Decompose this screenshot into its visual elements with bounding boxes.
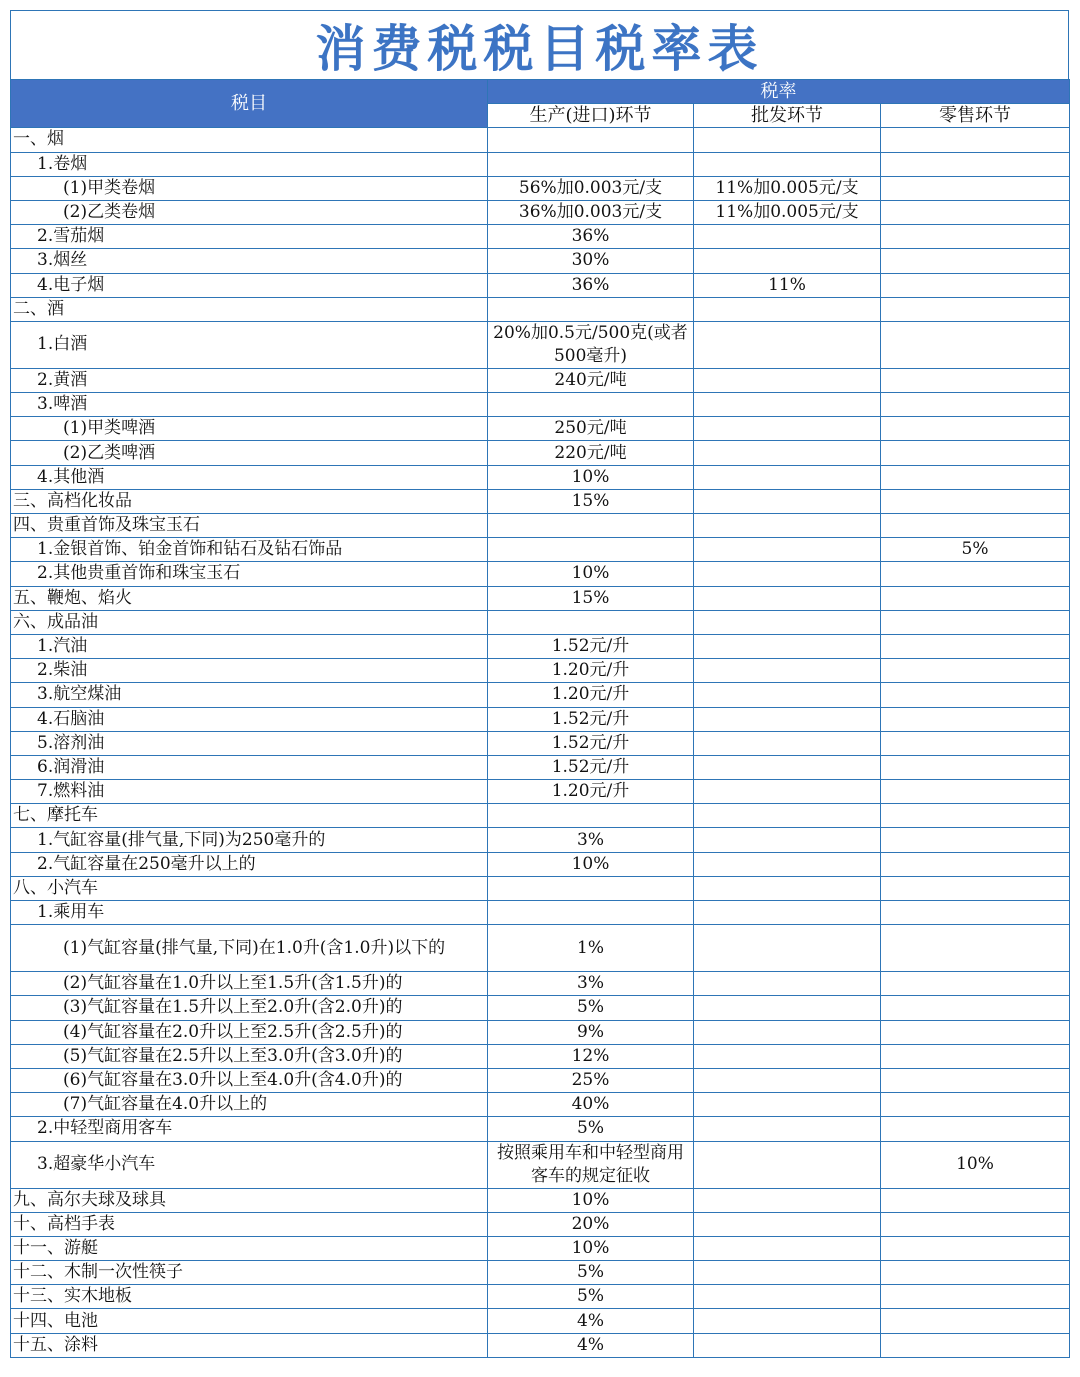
wholesale-rate-cell — [694, 972, 881, 996]
production-rate-cell — [488, 901, 694, 925]
table-row — [11, 1093, 1070, 1117]
wholesale-rate-cell — [694, 876, 881, 900]
table-row — [11, 1309, 1070, 1333]
header-rate: 税率 — [488, 80, 1070, 104]
tax-item-cell: 3.烟丝 — [11, 249, 488, 273]
tax-item-cell: 七、摩托车 — [11, 804, 488, 828]
retail-rate-cell — [881, 393, 1070, 417]
wholesale-rate-cell — [694, 1117, 881, 1141]
table-row — [11, 514, 1070, 538]
retail-rate-cell — [881, 780, 1070, 804]
retail-rate-cell — [881, 1333, 1070, 1357]
production-rate-cell: 3% — [488, 828, 694, 852]
wholesale-rate-cell — [694, 489, 881, 513]
tax-item-cell: (4)气缸容量在2.0升以上至2.5升(含2.5升)的 — [11, 1020, 488, 1044]
retail-rate-cell — [881, 586, 1070, 610]
production-rate-cell — [488, 128, 694, 152]
wholesale-rate-cell — [694, 1333, 881, 1357]
tax-item-cell: 2.其他贵重首饰和珠宝玉石 — [11, 562, 488, 586]
retail-rate-cell — [881, 417, 1070, 441]
retail-rate-cell — [881, 610, 1070, 634]
production-rate-cell: 3% — [488, 972, 694, 996]
tax-item-cell: (2)乙类卷烟 — [11, 200, 488, 224]
retail-rate-cell — [881, 804, 1070, 828]
production-rate-cell: 36% — [488, 225, 694, 249]
retail-rate-cell — [881, 225, 1070, 249]
table-row — [11, 1044, 1070, 1068]
table-row — [11, 996, 1070, 1020]
production-rate-cell: 1.52元/升 — [488, 707, 694, 731]
production-rate-cell: 15% — [488, 489, 694, 513]
wholesale-rate-cell — [694, 465, 881, 489]
wholesale-rate-cell — [694, 441, 881, 465]
tax-item-cell: 十四、电池 — [11, 1309, 488, 1333]
tax-item-cell: 4.石脑油 — [11, 707, 488, 731]
production-rate-cell: 10% — [488, 465, 694, 489]
table-row — [11, 441, 1070, 465]
tax-item-cell: 3.超豪华小汽车 — [11, 1141, 488, 1188]
retail-rate-cell — [881, 852, 1070, 876]
retail-rate-cell — [881, 1093, 1070, 1117]
production-rate-cell: 10% — [488, 562, 694, 586]
production-rate-cell: 5% — [488, 1117, 694, 1141]
wholesale-rate-cell — [694, 1093, 881, 1117]
tax-item-cell: 十、高档手表 — [11, 1212, 488, 1236]
retail-rate-cell — [881, 1285, 1070, 1309]
retail-rate-cell — [881, 441, 1070, 465]
retail-rate-cell — [881, 176, 1070, 200]
table-row — [11, 852, 1070, 876]
table-row — [11, 876, 1070, 900]
retail-rate-cell — [881, 1261, 1070, 1285]
tax-item-cell: 五、鞭炮、焰火 — [11, 586, 488, 610]
wholesale-rate-cell — [694, 828, 881, 852]
tax-item-cell: 4.电子烟 — [11, 273, 488, 297]
production-rate-cell — [488, 610, 694, 634]
tax-item-cell: 十一、游艇 — [11, 1236, 488, 1260]
table-row — [11, 1117, 1070, 1141]
table-row — [11, 780, 1070, 804]
tax-item-cell: 1.金银首饰、铂金首饰和钻石及钻石饰品 — [11, 538, 488, 562]
production-rate-cell: 1% — [488, 925, 694, 972]
production-rate-cell: 10% — [488, 852, 694, 876]
tax-item-cell: 十二、木制一次性筷子 — [11, 1261, 488, 1285]
retail-rate-cell — [881, 659, 1070, 683]
tax-item-cell: 2.气缸容量在250毫升以上的 — [11, 852, 488, 876]
wholesale-rate-cell — [694, 925, 881, 972]
tax-item-cell: 六、成品油 — [11, 610, 488, 634]
table-row — [11, 562, 1070, 586]
retail-rate-cell — [881, 996, 1070, 1020]
tax-rate-sheet — [10, 10, 1069, 1358]
tax-item-cell: (5)气缸容量在2.5升以上至3.0升(含3.0升)的 — [11, 1044, 488, 1068]
retail-rate-cell — [881, 562, 1070, 586]
retail-rate-cell — [881, 1020, 1070, 1044]
table-row — [11, 1333, 1070, 1357]
retail-rate-cell — [881, 1188, 1070, 1212]
table-row — [11, 225, 1070, 249]
table-row — [11, 586, 1070, 610]
table-row — [11, 152, 1070, 176]
retail-rate-cell — [881, 901, 1070, 925]
retail-rate-cell — [881, 972, 1070, 996]
table-row — [11, 176, 1070, 200]
production-rate-cell: 9% — [488, 1020, 694, 1044]
wholesale-rate-cell — [694, 128, 881, 152]
production-rate-cell — [488, 152, 694, 176]
header-production: 生产(进口)环节 — [488, 104, 694, 128]
wholesale-rate-cell — [694, 996, 881, 1020]
production-rate-cell: 1.52元/升 — [488, 731, 694, 755]
tax-item-cell: (1)气缸容量(排气量,下同)在1.0升(含1.0升)以下的 — [11, 925, 488, 972]
table-row — [11, 1261, 1070, 1285]
table-row — [11, 804, 1070, 828]
header-retail: 零售环节 — [881, 104, 1070, 128]
retail-rate-cell — [881, 707, 1070, 731]
wholesale-rate-cell — [694, 417, 881, 441]
table-row — [11, 393, 1070, 417]
wholesale-rate-cell — [694, 225, 881, 249]
table-row — [11, 489, 1070, 513]
wholesale-rate-cell — [694, 901, 881, 925]
wholesale-rate-cell — [694, 1068, 881, 1092]
wholesale-rate-cell — [694, 1261, 881, 1285]
tax-item-cell: 十五、涂料 — [11, 1333, 488, 1357]
production-rate-cell: 20% — [488, 1212, 694, 1236]
tax-item-cell: (6)气缸容量在3.0升以上至4.0升(含4.0升)的 — [11, 1068, 488, 1092]
wholesale-rate-cell — [694, 707, 881, 731]
production-rate-cell: 56%加0.003元/支 — [488, 176, 694, 200]
tax-item-cell: (2)气缸容量在1.0升以上至1.5升(含1.5升)的 — [11, 972, 488, 996]
production-rate-cell — [488, 876, 694, 900]
retail-rate-cell — [881, 683, 1070, 707]
wholesale-rate-cell: 11%加0.005元/支 — [694, 176, 881, 200]
table-row — [11, 659, 1070, 683]
retail-rate-cell — [881, 489, 1070, 513]
wholesale-rate-cell — [694, 1188, 881, 1212]
production-rate-cell: 240元/吨 — [488, 368, 694, 392]
production-rate-cell: 40% — [488, 1093, 694, 1117]
wholesale-rate-cell — [694, 297, 881, 321]
tax-item-cell: (1)甲类啤酒 — [11, 417, 488, 441]
tax-item-cell: 三、高档化妆品 — [11, 489, 488, 513]
wholesale-rate-cell — [694, 634, 881, 658]
table-row — [11, 1212, 1070, 1236]
production-rate-cell: 1.52元/升 — [488, 634, 694, 658]
retail-rate-cell — [881, 1117, 1070, 1141]
retail-rate-cell — [881, 200, 1070, 224]
retail-rate-cell — [881, 755, 1070, 779]
header-item: 税目 — [11, 80, 488, 128]
table-row — [11, 972, 1070, 996]
retail-rate-cell — [881, 249, 1070, 273]
retail-rate-cell — [881, 1044, 1070, 1068]
wholesale-rate-cell — [694, 586, 881, 610]
retail-rate-cell — [881, 128, 1070, 152]
table-row — [11, 417, 1070, 441]
wholesale-rate-cell — [694, 1020, 881, 1044]
tax-item-cell: 2.雪茄烟 — [11, 225, 488, 249]
table-row — [11, 297, 1070, 321]
tax-item-cell: 二、酒 — [11, 297, 488, 321]
wholesale-rate-cell — [694, 804, 881, 828]
wholesale-rate-cell — [694, 1309, 881, 1333]
table-row — [11, 538, 1070, 562]
retail-rate-cell — [881, 465, 1070, 489]
tax-item-cell: (1)甲类卷烟 — [11, 176, 488, 200]
production-rate-cell: 36% — [488, 273, 694, 297]
table-row — [11, 828, 1070, 852]
retail-rate-cell — [881, 634, 1070, 658]
tax-item-cell: 3.航空煤油 — [11, 683, 488, 707]
table-row — [11, 368, 1070, 392]
tax-item-cell: (2)乙类啤酒 — [11, 441, 488, 465]
tax-item-cell: 八、小汽车 — [11, 876, 488, 900]
production-rate-cell: 10% — [488, 1236, 694, 1260]
wholesale-rate-cell — [694, 152, 881, 176]
production-rate-cell: 5% — [488, 996, 694, 1020]
wholesale-rate-cell — [694, 368, 881, 392]
wholesale-rate-cell — [694, 1285, 881, 1309]
tax-item-cell: 2.柴油 — [11, 659, 488, 683]
table-row — [11, 707, 1070, 731]
table-row — [11, 465, 1070, 489]
tax-item-cell: 5.溶剂油 — [11, 731, 488, 755]
retail-rate-cell — [881, 514, 1070, 538]
wholesale-rate-cell — [694, 610, 881, 634]
header-wholesale: 批发环节 — [694, 104, 881, 128]
retail-rate-cell — [881, 297, 1070, 321]
production-rate-cell: 1.20元/升 — [488, 659, 694, 683]
retail-rate-cell — [881, 1309, 1070, 1333]
production-rate-cell: 36%加0.003元/支 — [488, 200, 694, 224]
tax-item-cell: 2.中轻型商用客车 — [11, 1117, 488, 1141]
production-rate-cell — [488, 538, 694, 562]
production-rate-cell: 30% — [488, 249, 694, 273]
retail-rate-cell — [881, 368, 1070, 392]
table-row — [11, 321, 1070, 368]
production-rate-cell: 250元/吨 — [488, 417, 694, 441]
retail-rate-cell — [881, 1212, 1070, 1236]
production-rate-cell: 220元/吨 — [488, 441, 694, 465]
tax-item-cell: 7.燃料油 — [11, 780, 488, 804]
retail-rate-cell — [881, 321, 1070, 368]
tax-rate-table — [10, 79, 1070, 1358]
wholesale-rate-cell — [694, 321, 881, 368]
tax-item-cell: 1.白酒 — [11, 321, 488, 368]
wholesale-rate-cell — [694, 683, 881, 707]
wholesale-rate-cell: 11% — [694, 273, 881, 297]
wholesale-rate-cell — [694, 562, 881, 586]
production-rate-cell: 5% — [488, 1261, 694, 1285]
production-rate-cell: 1.20元/升 — [488, 780, 694, 804]
tax-item-cell: 6.润滑油 — [11, 755, 488, 779]
table-row — [11, 731, 1070, 755]
retail-rate-cell — [881, 1236, 1070, 1260]
table-row — [11, 249, 1070, 273]
retail-rate-cell — [881, 1068, 1070, 1092]
table-row — [11, 901, 1070, 925]
wholesale-rate-cell — [694, 1236, 881, 1260]
wholesale-rate-cell — [694, 659, 881, 683]
production-rate-cell — [488, 804, 694, 828]
wholesale-rate-cell — [694, 755, 881, 779]
table-row — [11, 755, 1070, 779]
table-row — [11, 634, 1070, 658]
table-row — [11, 1236, 1070, 1260]
table-row — [11, 200, 1070, 224]
production-rate-cell — [488, 514, 694, 538]
table-row — [11, 610, 1070, 634]
retail-rate-cell — [881, 273, 1070, 297]
retail-rate-cell — [881, 925, 1070, 972]
tax-item-cell: (3)气缸容量在1.5升以上至2.0升(含2.0升)的 — [11, 996, 488, 1020]
table-row — [11, 925, 1070, 972]
tax-item-cell: (7)气缸容量在4.0升以上的 — [11, 1093, 488, 1117]
production-rate-cell — [488, 297, 694, 321]
table-row — [11, 1188, 1070, 1212]
sheet-title: 消费税税目税率表 — [10, 10, 1069, 79]
table-row — [11, 273, 1070, 297]
wholesale-rate-cell — [694, 852, 881, 876]
production-rate-cell — [488, 393, 694, 417]
table-row — [11, 1020, 1070, 1044]
tax-item-cell: 1.卷烟 — [11, 152, 488, 176]
production-rate-cell: 10% — [488, 1188, 694, 1212]
tax-item-cell: 3.啤酒 — [11, 393, 488, 417]
tax-item-cell: 1.气缸容量(排气量,下同)为250毫升的 — [11, 828, 488, 852]
wholesale-rate-cell: 11%加0.005元/支 — [694, 200, 881, 224]
table-row — [11, 1068, 1070, 1092]
table-row — [11, 128, 1070, 152]
tax-item-cell: 九、高尔夫球及球具 — [11, 1188, 488, 1212]
retail-rate-cell — [881, 731, 1070, 755]
production-rate-cell: 4% — [488, 1309, 694, 1333]
wholesale-rate-cell — [694, 249, 881, 273]
table-row — [11, 1141, 1070, 1188]
tax-item-cell: 四、贵重首饰及珠宝玉石 — [11, 514, 488, 538]
wholesale-rate-cell — [694, 538, 881, 562]
tax-item-cell: 一、烟 — [11, 128, 488, 152]
tax-item-cell: 1.乘用车 — [11, 901, 488, 925]
retail-rate-cell: 5% — [881, 538, 1070, 562]
production-rate-cell: 1.20元/升 — [488, 683, 694, 707]
wholesale-rate-cell — [694, 514, 881, 538]
production-rate-cell: 5% — [488, 1285, 694, 1309]
tax-item-cell: 十三、实木地板 — [11, 1285, 488, 1309]
production-rate-cell: 20%加0.5元/500克(或者500毫升) — [488, 321, 694, 368]
retail-rate-cell — [881, 828, 1070, 852]
table-row — [11, 1285, 1070, 1309]
table-body — [11, 128, 1070, 1357]
tax-item-cell: 1.汽油 — [11, 634, 488, 658]
retail-rate-cell: 10% — [881, 1141, 1070, 1188]
wholesale-rate-cell — [694, 731, 881, 755]
production-rate-cell: 12% — [488, 1044, 694, 1068]
retail-rate-cell — [881, 152, 1070, 176]
wholesale-rate-cell — [694, 780, 881, 804]
table-row — [11, 683, 1070, 707]
production-rate-cell: 1.52元/升 — [488, 755, 694, 779]
wholesale-rate-cell — [694, 1212, 881, 1236]
tax-item-cell: 2.黄酒 — [11, 368, 488, 392]
production-rate-cell: 25% — [488, 1068, 694, 1092]
wholesale-rate-cell — [694, 393, 881, 417]
production-rate-cell: 按照乘用车和中轻型商用客车的规定征收 — [488, 1141, 694, 1188]
production-rate-cell: 4% — [488, 1333, 694, 1357]
wholesale-rate-cell — [694, 1044, 881, 1068]
production-rate-cell: 15% — [488, 586, 694, 610]
wholesale-rate-cell — [694, 1141, 881, 1188]
tax-item-cell: 4.其他酒 — [11, 465, 488, 489]
retail-rate-cell — [881, 876, 1070, 900]
